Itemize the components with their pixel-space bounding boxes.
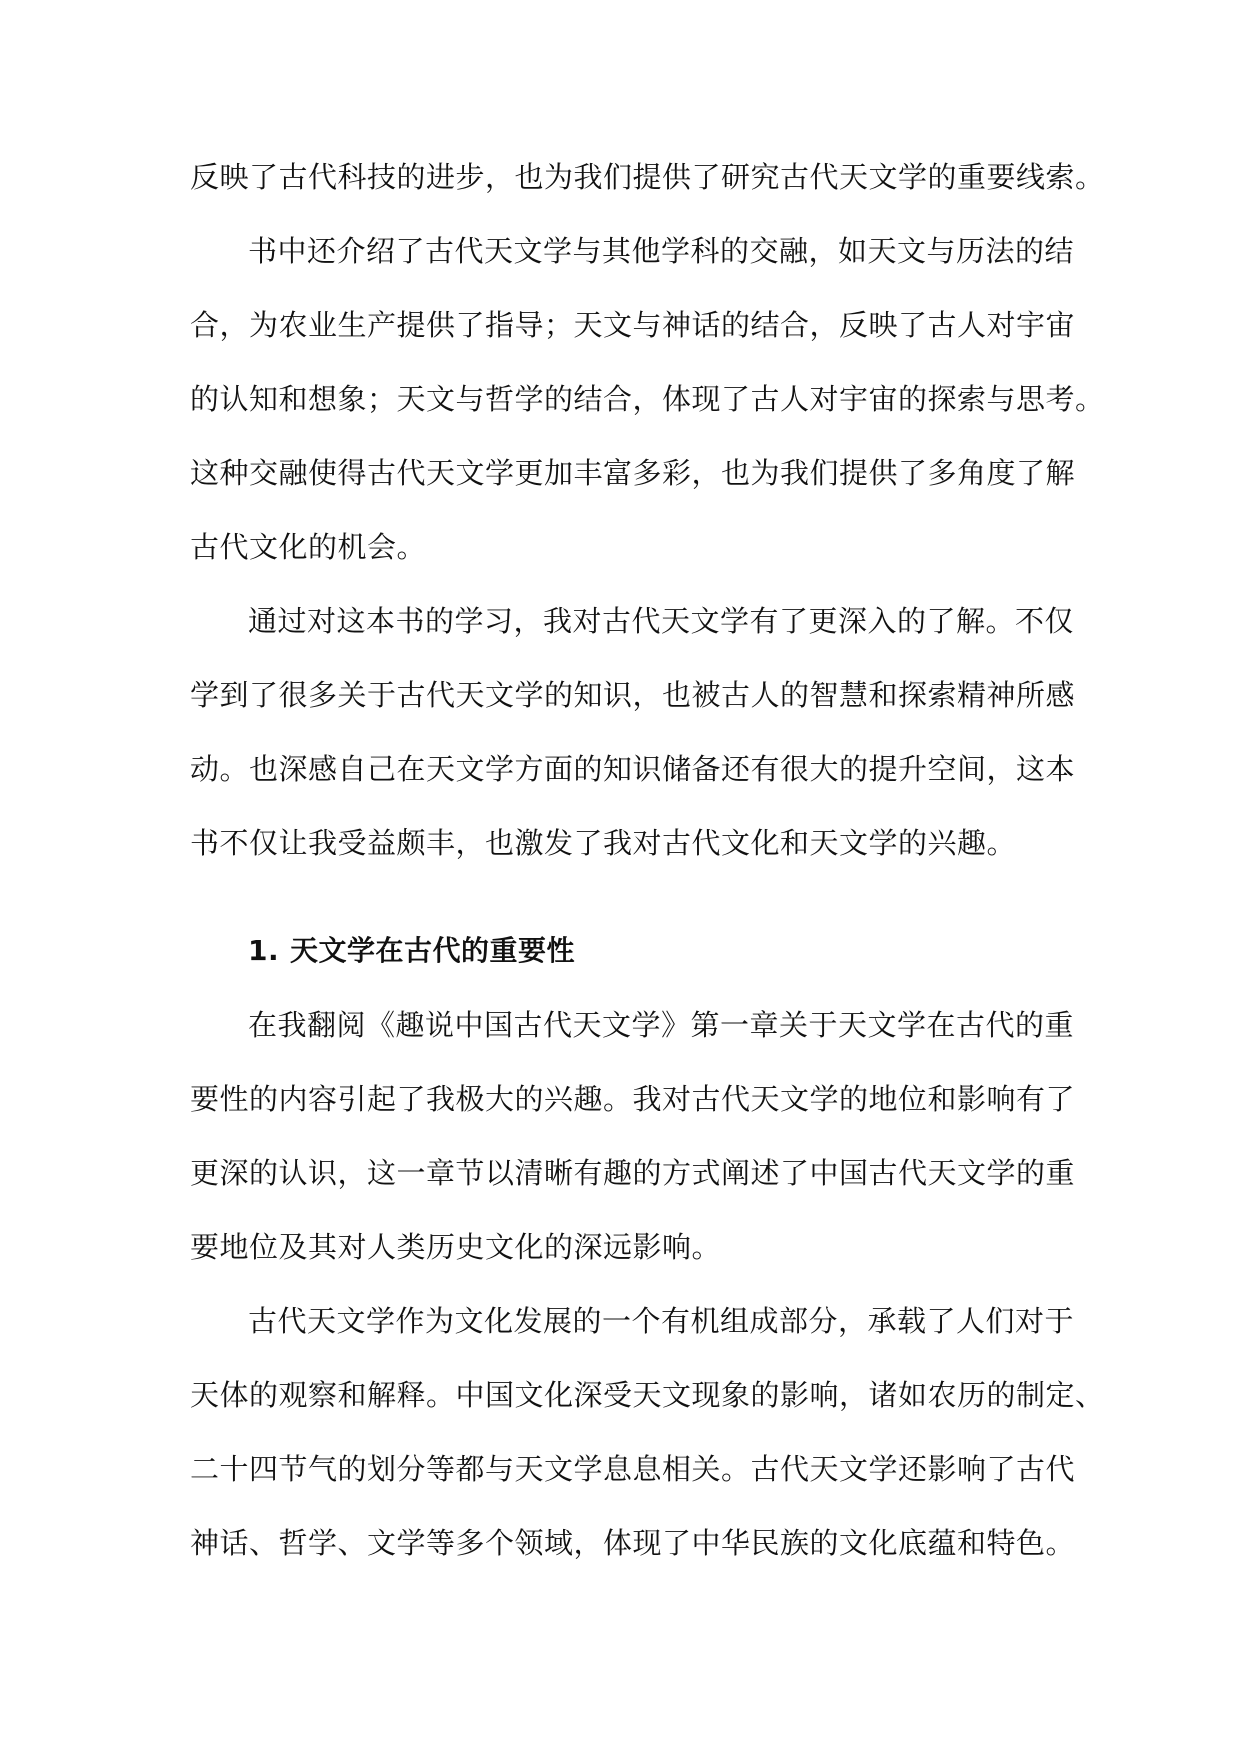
text-line: 书不仅让我受益颇丰，也激发了我对古代文化和天文学的兴趣。 [190,826,1017,860]
section-number: 1. [248,934,280,967]
paragraph-disciplines [190,214,1105,584]
section-title: 天文学在古代的重要性 [290,934,576,967]
paragraph-chapter-one [190,988,1076,1284]
paragraph-cultural-influence [190,1284,1105,1580]
section-spacer [190,880,1060,914]
text-line: 合，为农业生产提供了指导；天文与神话的结合，反映了古人对宇宙 [190,308,1076,342]
text-line: 要性的内容引起了我极大的兴趣。我对古代天文学的地位和影响有了 [190,1082,1076,1116]
text-line: 要地位及其对人类历史文化的深远影响。 [190,1230,722,1264]
text-line: 书中还介绍了古代天文学与其他学科的交融，如天文与历法的结 [248,234,1075,268]
text-line: 这种交融使得古代天文学更加丰富多彩，也为我们提供了多角度了解 [190,456,1076,490]
text-line: 通过对这本书的学习，我对古代天文学有了更深入的了解。不仅 [248,604,1075,638]
text-line: 学到了很多关于古代天文学的知识，也被古人的智慧和探索精神所感 [190,678,1076,712]
text-line: 反映了古代科技的进步，也为我们提供了研究古代天文学的重要线索。 [190,160,1105,194]
document-page [190,140,1105,1580]
text-line: 古代天文学作为文化发展的一个有机组成部分，承载了人们对于 [248,1304,1075,1338]
text-line: 的认知和想象；天文与哲学的结合，体现了古人对宇宙的探索与思考。 [190,382,1105,416]
text-line: 天体的观察和解释。中国文化深受天文现象的影响，诸如农历的制定、 [190,1378,1105,1412]
text-line: 更深的认识，这一章节以清晰有趣的方式阐述了中国古代天文学的重 [190,1156,1076,1190]
paragraph-continuation [190,140,1105,214]
paragraph-reflection [190,584,1076,880]
text-line: 在我翻阅《趣说中国古代天文学》第一章关于天文学在古代的重 [248,1008,1075,1042]
text-line: 神话、哲学、文学等多个领域，体现了中华民族的文化底蕴和特色。 [190,1526,1076,1560]
text-line: 二十四节气的划分等都与天文学息息相关。古代天文学还影响了古代 [190,1452,1076,1486]
section-heading [190,914,1060,988]
text-line: 动。也深感自己在天文学方面的知识储备还有很大的提升空间，这本 [190,752,1076,786]
text-line: 古代文化的机会。 [190,530,427,564]
